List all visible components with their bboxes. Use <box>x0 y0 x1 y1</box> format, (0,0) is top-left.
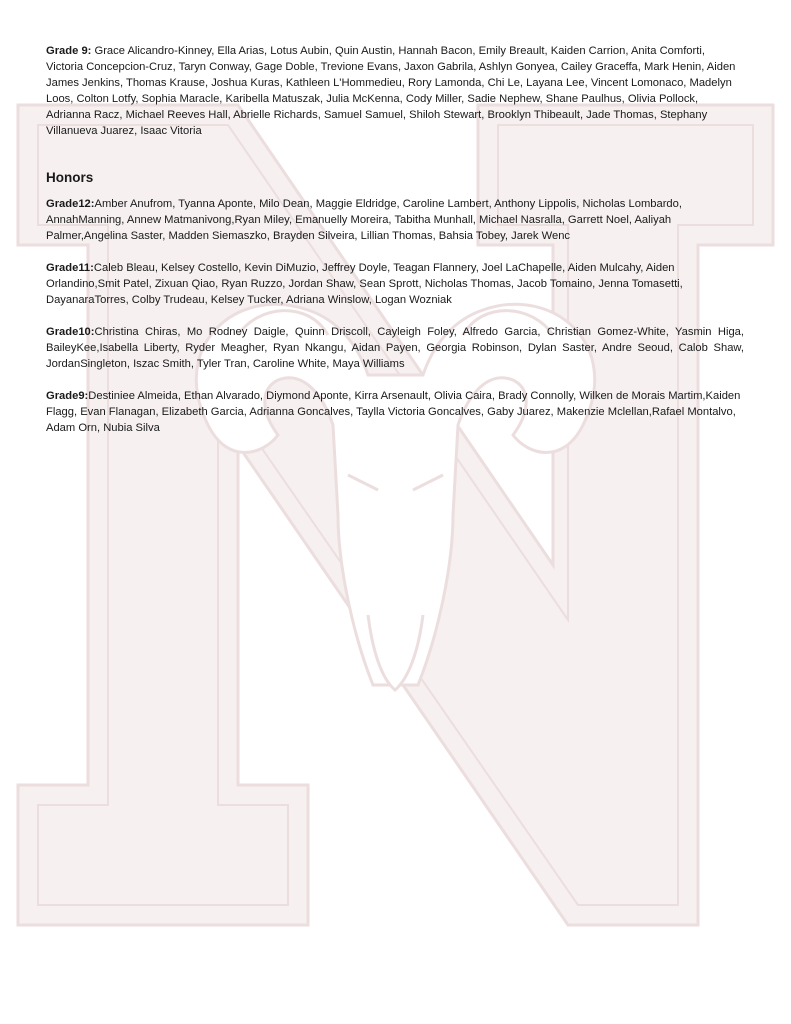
grade-label: Grade9: <box>46 390 89 402</box>
grade-label: Grade12: <box>46 198 95 210</box>
honors-heading: Honors <box>46 170 94 185</box>
grade-label: Grade 9: <box>46 45 92 57</box>
grade-label: Grade11: <box>46 262 94 274</box>
student-names: Christina Chiras, Mo Rodney Daigle, Quinn Driscoll, Cayleigh Foley, Alfredo Garcia, Christian Gomez-White, Yasmin Higa, BaileyKee,Isabella Liberty, Ryder Meagher, Ryan Nkangu, Aidan Payen, Georgia Robinson, Dylan Saster, Andre Seoud, Calob Shaw, JordanSingleton, Iszac Smith, Tyler Tran, Caroline White, Maya Williams <box>46 326 744 370</box>
honors-grade9-paragraph <box>46 388 744 436</box>
student-names: Caleb Bleau, Kelsey Costello, Kevin DiMuzio, Jeffrey Doyle, Teagan Flannery, Joel LaChapelle, Aiden Mulcahy, Aiden Orlandino,Smit Patel, Zixuan Qiao, Ryan Ruzzo, Jordan Shaw, Sean Sprott, Nicholas Thomas, Jacob Tomaino, Jenna Tomasetti, DayanaraTorres, Colby Trudeau, Kelsey Tucker, Adriana Winslow, Logan Wozniak <box>46 262 683 306</box>
honors-grade11-paragraph <box>46 260 744 308</box>
honors-grade10-paragraph <box>46 324 744 372</box>
student-names: Grace Alicandro-Kinney, Ella Arias, Lotus Aubin, Quin Austin, Hannah Bacon, Emily Breault, Kaiden Carrion, Anita Comforti, Victoria Concepcion-Cruz, Taryn Conway, Gage Doble, Trevione Evans, Jaxon Gabrila, Ashlyn Gonyea, Cailey Graceffa, Mark Henin, Aiden James Jenkins, Thomas Krause, Joshua Kuras, Kathleen L'Hommedieu, Rory Lamonda, Chi Le, Layana Lee, Vincent Lomonaco, Madelyn Loos, Colton Lotfy, Sophia Maracle, Karibella Matuszak, Julia McKenna, Cody Miller, Sadie Nephew, Shane Paulhus, Olivia Pollock, Adrianna Racz, Michael Reeves Hall, Abrielle Richards, Samuel Samuel, Shiloh Stewart, Brooklyn Thibeault, Jade Thomas, Stephany Villanueva Juarez, Isaac Vitoria <box>46 45 736 137</box>
high-honors-grade9-paragraph <box>46 43 744 139</box>
student-names: Destiniee Almeida, Ethan Alvarado, Diymond Aponte, Kirra Arsenault, Olivia Caira, Brady Connolly, Wilken de Morais Martim,Kaiden Flagg, Evan Flanagan, Elizabeth Garcia, Adrianna Goncalves, Taylla Victoria Goncalves, Gaby Juarez, Makenzie Mclellan,Rafael Montalvo, Adam Orn, Nubia Silva <box>46 390 741 434</box>
grade-label: Grade10: <box>46 326 95 338</box>
honors-grade12-paragraph <box>46 196 744 244</box>
document-content <box>46 43 744 436</box>
student-names: Amber Anufrom, Tyanna Aponte, Milo Dean, Maggie Eldridge, Caroline Lambert, Anthony Lippolis, Nicholas Lombardo, AnnahManning, Annew Matmanivong,Ryan Miley, Emanuelly Moreira, Tabitha Munhall, Michael Nasralla, Garrett Noel, Aaliyah Palmer,Angelina Saster, Madden Siemaszko, Brayden Silveira, Lillian Thomas, Bahsia Tobey, Jarek Wenc <box>46 198 682 242</box>
